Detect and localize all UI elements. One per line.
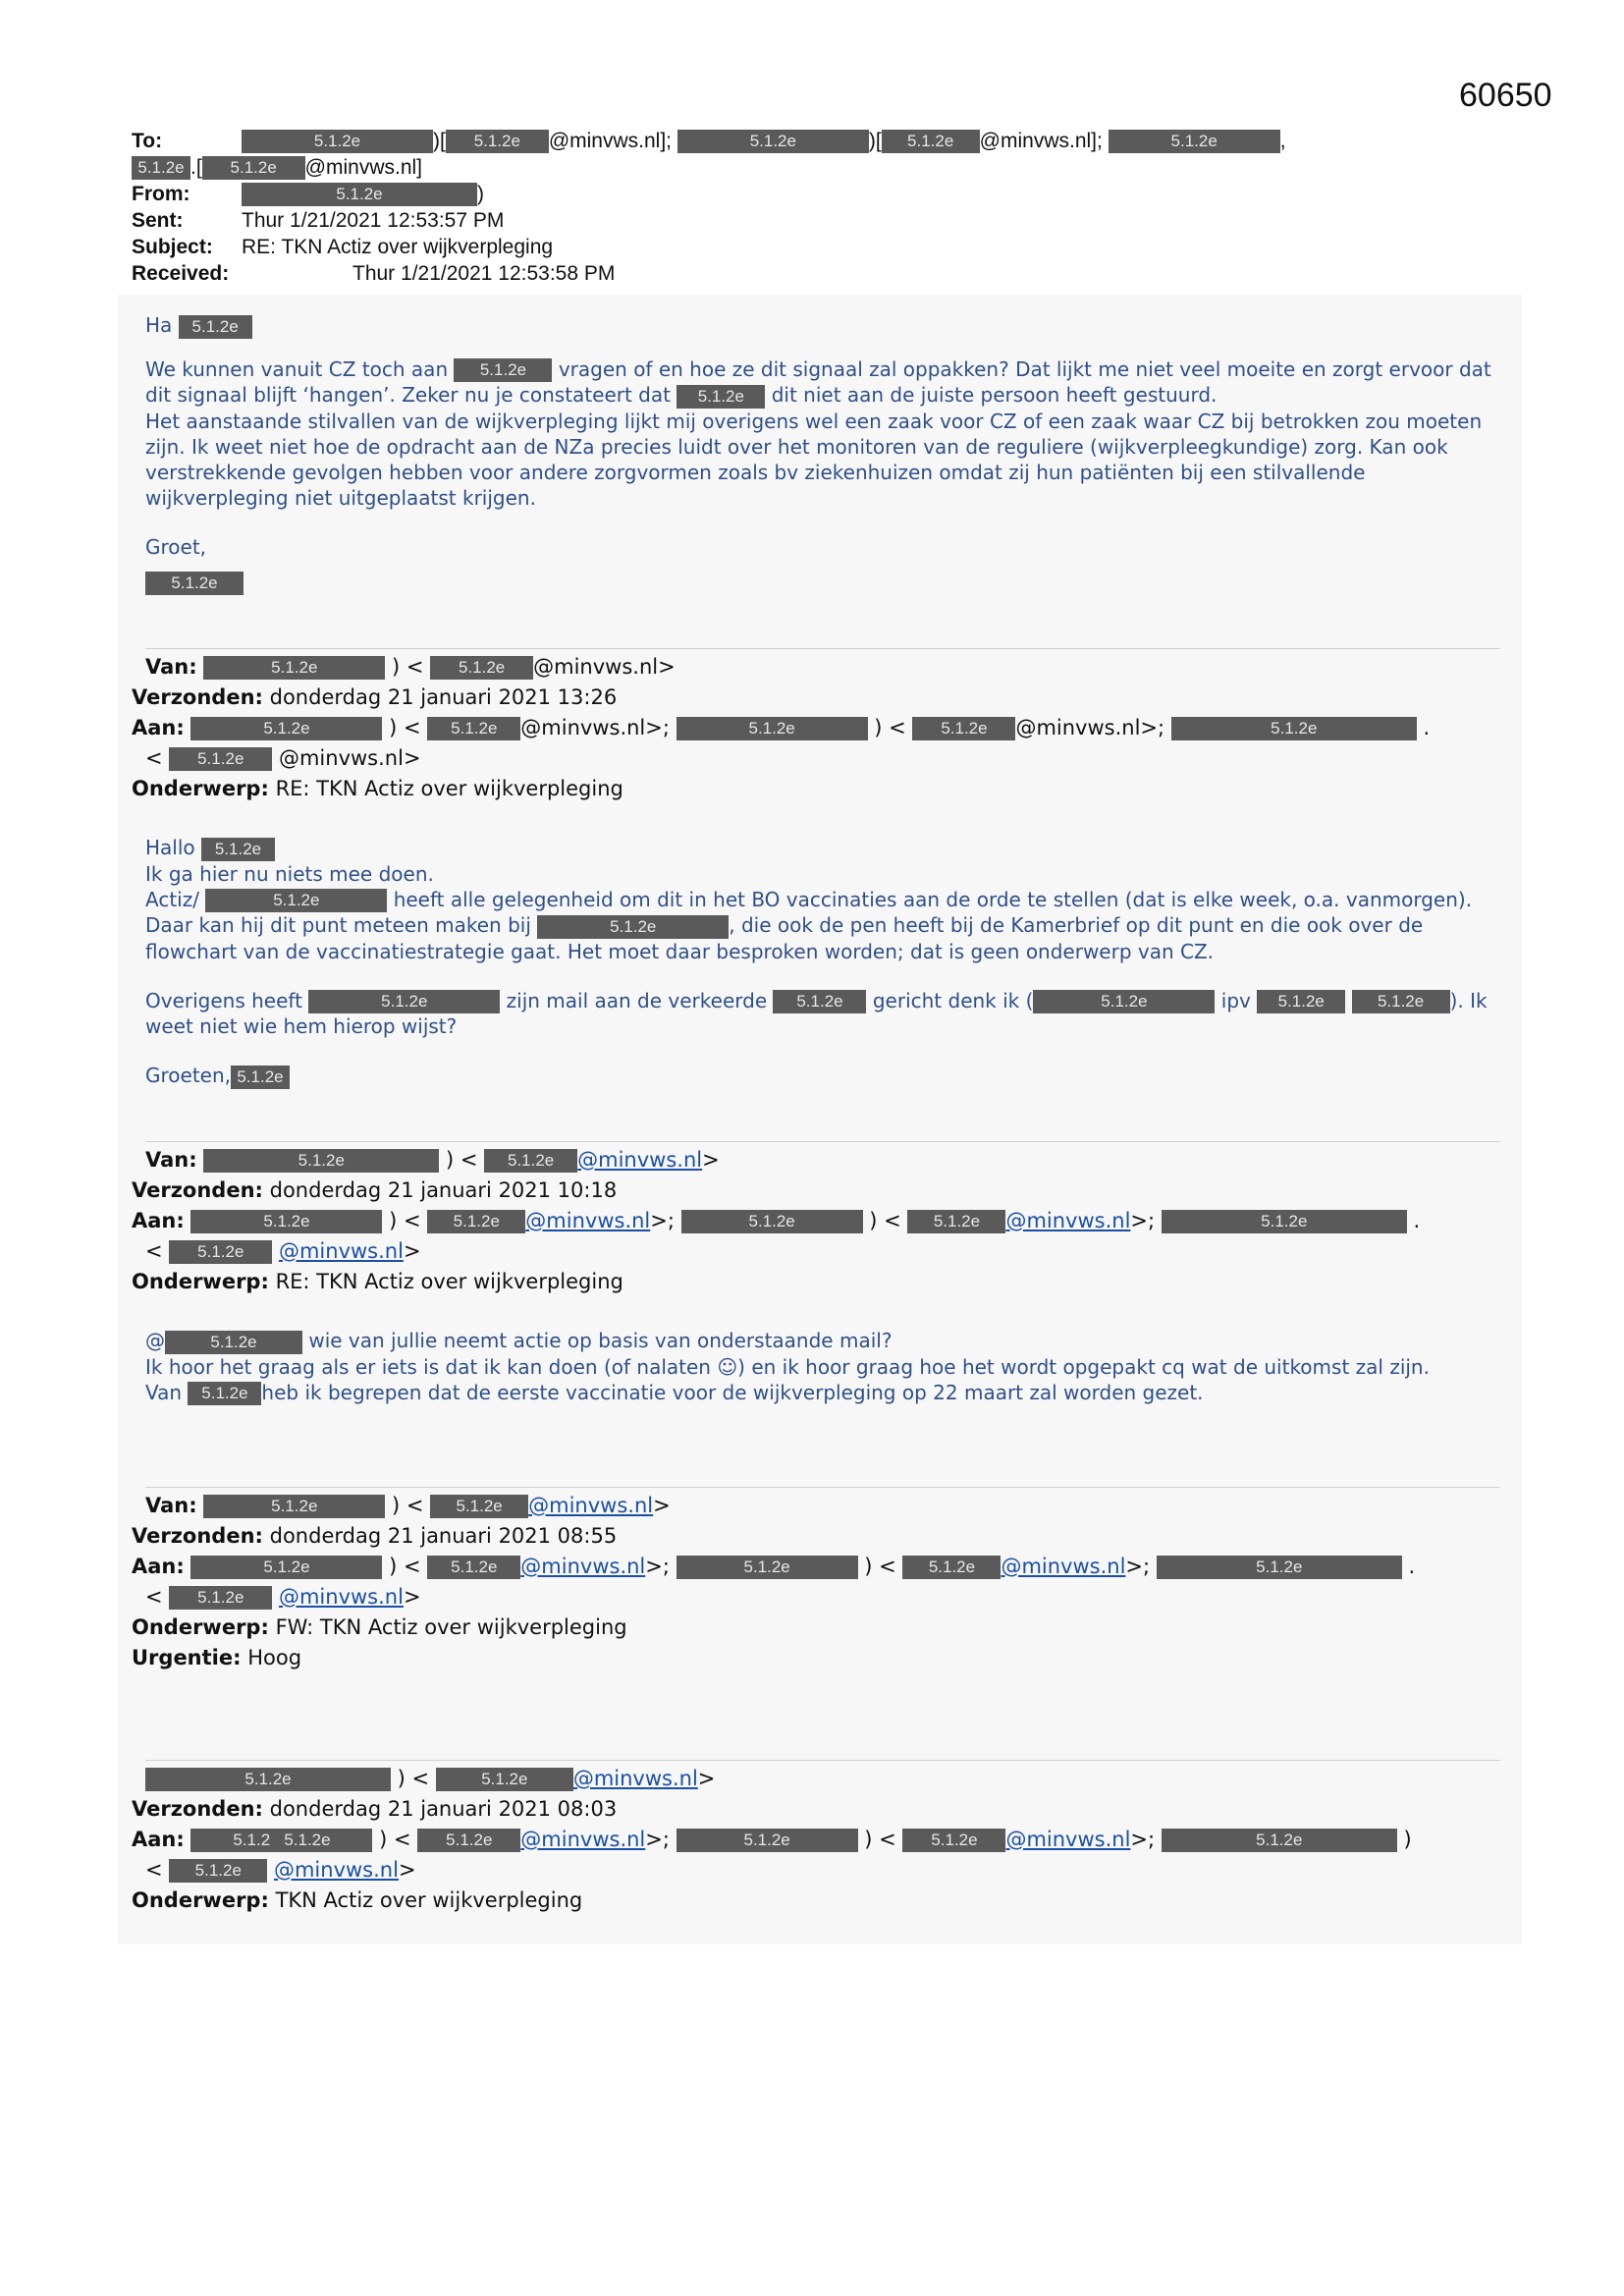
redaction-box: 5.1.2e xyxy=(902,1556,1001,1579)
redaction-box: 5.1.2e xyxy=(1352,990,1450,1013)
redaction-box: 5.1.2e xyxy=(677,1829,858,1852)
email-link[interactable]: @minvws.nl xyxy=(1005,1209,1131,1232)
redaction-box: 5.1.2e xyxy=(1162,1210,1407,1233)
redaction-box: 5.1.2e xyxy=(417,1829,520,1852)
redaction-box: 5.1.2e xyxy=(882,130,980,153)
separator xyxy=(145,648,1500,649)
to-line: To: 5.1.2e )[ 5.1.2e @minvws.nl]; 5.1.2e )[ 5.1.2e @minvws.nl]; 5.1.2e , xyxy=(132,130,1286,152)
redaction-box: 5.1.2e xyxy=(169,1586,272,1610)
redaction-box: 5.1.2e xyxy=(242,183,477,206)
greeting: Ha 5.1.2e xyxy=(145,312,1500,339)
separator xyxy=(145,1141,1500,1142)
redaction-box: 5.1.2e xyxy=(169,1240,272,1264)
redaction-box: 5.1.2e xyxy=(681,1210,863,1233)
redaction-box: 5.1.2e xyxy=(537,915,729,939)
email-link[interactable]: @minvws.nl xyxy=(572,1767,698,1790)
redaction-box: 5.1.2e xyxy=(145,572,244,595)
email-link[interactable]: @minvws.nl xyxy=(577,1148,703,1172)
email-link[interactable]: @minvws.nl xyxy=(278,1585,404,1609)
subject-label: Subject: xyxy=(132,236,213,258)
sent-value: Thur 1/21/2021 12:53:57 PM xyxy=(242,209,505,232)
redaction-box: 5.1.2e xyxy=(902,1829,1005,1852)
redaction-box: 5.1.2e xyxy=(1162,1829,1397,1852)
subject-line xyxy=(132,234,1487,260)
redaction-box: 5.1.2e xyxy=(1157,1556,1402,1579)
subject-value: RE: TKN Actiz over wijkverpleging xyxy=(242,236,554,258)
from-label: From: xyxy=(132,183,190,205)
redaction-box: 5.1.2e xyxy=(436,1768,573,1791)
redaction-box: 5.1.2e xyxy=(912,717,1015,740)
from-line: From: 5.1.2e ) xyxy=(132,183,484,205)
redaction-box: 5.1.2e xyxy=(427,1210,525,1233)
sent-line xyxy=(132,207,1487,234)
redaction-box: 5.1.2e xyxy=(1033,990,1215,1013)
redaction-box: 5.1.2e xyxy=(677,717,868,740)
mail-header: Van: 5.1.2e ) < 5.1.2e @minvws.nl> Verzonden: donderdag 21 januari 2021 13:26 Aan: 5.1.2e ) < 5.1.2e @minvws.nl>; 5.1.2e ) < 5.1.2e @minvws.nl>; 5.1.2e . < 5.1.2e @minvws.nl> Onderwerp: RE: TKN Actiz over wijkverpleging xyxy=(132,655,1431,800)
email-link[interactable]: @minvws.nl xyxy=(273,1858,399,1882)
separator xyxy=(145,1760,1500,1761)
email-link[interactable]: @minvws.nl xyxy=(278,1239,404,1263)
mail-header: 5.1.2e ) < 5.1.2e @minvws.nl> Verzonden: donderdag 21 januari 2021 08:03 Aan: 5.1.2 5.1.2e ) < 5.1.2e @minvws.nl>; 5.1.2e ) < 5.1.2e @minvws.nl>; 5.1.2e ) < 5.1.2e @minvws.nl> Onderwerp: TKN Actiz over wijkverpleging xyxy=(132,1767,1412,1912)
email-domain: @minvws.nl]; xyxy=(548,130,672,152)
redaction-box: 5.1.2e xyxy=(132,156,190,180)
email-link[interactable]: @minvws.nl xyxy=(520,1828,646,1851)
redaction-box: 5.1.2e xyxy=(1109,130,1280,153)
redaction-box: 5.1.2e xyxy=(454,358,552,382)
redaction-box: 5.1.2e xyxy=(169,1859,267,1883)
email-header xyxy=(132,128,1487,287)
mail-body: Hallo 5.1.2e Ik ga hier nu niets mee doen. Actiz/ 5.1.2e heeft alle gelegenheid om dit in het BO vaccinaties aan de orde te stellen (dat is elke week, o.a. vanmorgen). Daar kan hij dit punt meteen maken bij 5.1.2e , die ook de pen heeft bij de Kamerbrief op dit punt en die ook over de flowchart van de vaccinatiestrategie gaat. Het moet daar besproken worden; dat is geen onderwerp van CZ. Overigens heeft 5.1.2e zijn mail aan de verkeerde 5.1.2e gericht denk ik ( 5.1.2e ipv 5.1.2e 5.1.2e ). Ik weet niet wie hem hierop wijst? Groeten, 5.1.2e xyxy=(145,836,1488,1087)
email-domain: @minvws.nl] xyxy=(304,156,423,179)
sent-label: Sent: xyxy=(132,209,184,232)
redaction-box: 5.1.2e xyxy=(190,717,382,740)
email-domain: @minvws.nl]; xyxy=(979,130,1103,152)
redaction-box: 5.1.2e xyxy=(190,1556,382,1579)
received-line xyxy=(132,260,1487,287)
redaction-box: 5.1.2e xyxy=(308,990,500,1013)
email-link[interactable]: @minvws.nl xyxy=(520,1555,646,1578)
redaction-box: 5.1.2e xyxy=(427,1556,520,1579)
redaction-box: 5.1.2 5.1.2e xyxy=(190,1829,372,1852)
to-line-continued: 5.1.2e .[ 5.1.2e @minvws.nl] xyxy=(132,154,1487,181)
redaction-box: 5.1.2e xyxy=(677,1556,858,1579)
paragraph: Het aanstaande stilvallen van de wijkverpleging lijkt mij overigens wel een zaak voor CZ of een zaak waar CZ bij betrokken zou moeten zijn. Ik weet niet hoe de opdracht aan de NZa precies luidt over het monitoren van de reguliere (wijkverpleegkundige) zorg. Kan ook verstrekkende gevolgen hebben voor andere zorgvormen zoals bv ziekenhuizen omdat zij hun patiënten bij een stilvallende wijkverpleging niet uitgeplaatst krijgen. xyxy=(145,409,1483,510)
redaction-box: 5.1.2e xyxy=(203,1149,439,1173)
reply-body xyxy=(145,312,1500,595)
to-label: To: xyxy=(132,130,163,152)
redaction-box: 5.1.2e xyxy=(205,889,387,912)
redaction-box: 5.1.2e xyxy=(190,1210,382,1233)
redaction-box: 5.1.2e xyxy=(484,1149,577,1173)
redaction-box: 5.1.2e xyxy=(677,130,869,153)
redaction-box: 5.1.2e xyxy=(169,747,272,771)
redaction-box: 5.1.2e xyxy=(242,130,433,153)
redaction-box: 5.1.2e xyxy=(231,1066,290,1089)
mail-header: Van: 5.1.2e ) < 5.1.2e @minvws.nl> Verzonden: donderdag 21 januari 2021 10:18 Aan: 5.1.2e ) < 5.1.2e @minvws.nl>; 5.1.2e ) < 5.1.2e @minvws.nl>; 5.1.2e . < 5.1.2e @minvws.nl> Onderwerp: RE: TKN Actiz over wijkverpleging xyxy=(132,1148,1421,1293)
redaction-box: 5.1.2e xyxy=(188,1382,261,1405)
received-label: Received: xyxy=(132,262,230,285)
redaction-box: 5.1.2e xyxy=(145,1768,391,1791)
redaction-box: 5.1.2e xyxy=(179,315,252,339)
redaction-box: 5.1.2e xyxy=(430,1495,528,1518)
redaction-box: 5.1.2e xyxy=(907,1210,1005,1233)
received-value: Thur 1/21/2021 12:53:58 PM xyxy=(352,262,616,285)
mail-body: @ 5.1.2e wie van jullie neemt actie op basis van onderstaande mail? Ik hoor het graag als er iets is dat ik kan doen (of nalaten ☺) en ik hoor graag hoe het wordt opgepakt cq wat de uitkomst zal zijn. Van 5.1.2e heb ik begrepen dat de eerste vaccinatie voor de wijkverpleging op 22 maart zal worden gezet. xyxy=(145,1329,1430,1404)
redaction-box: 5.1.2e xyxy=(203,656,385,680)
redaction-box: 5.1.2e xyxy=(1257,990,1345,1013)
closing: Groet, xyxy=(145,534,207,559)
redaction-box: 5.1.2e xyxy=(427,717,520,740)
email-link[interactable]: @minvws.nl xyxy=(1005,1828,1131,1851)
email-link[interactable]: @minvws.nl xyxy=(1001,1555,1126,1578)
mail-header: Van: 5.1.2e ) < 5.1.2e @minvws.nl> Verzonden: donderdag 21 januari 2021 08:55 Aan: 5.1.2e ) < 5.1.2e @minvws.nl>; 5.1.2e ) < 5.1.2e @minvws.nl>; 5.1.2e . < 5.1.2e @minvws.nl> Onderwerp: FW: TKN Actiz over wijkverpleging Urgentie: Hoog xyxy=(132,1494,1416,1669)
signature xyxy=(145,570,1500,596)
redaction-box: 5.1.2e xyxy=(165,1331,302,1354)
page-number: 60650 xyxy=(1459,77,1552,114)
redaction-box: 5.1.2e xyxy=(446,130,549,153)
email-link[interactable]: @minvws.nl xyxy=(528,1494,654,1517)
redaction-box: 5.1.2e xyxy=(1171,717,1417,740)
redaction-box: 5.1.2e xyxy=(430,656,533,680)
redaction-box: 5.1.2e xyxy=(203,1495,385,1518)
email-link[interactable]: @minvws.nl xyxy=(525,1209,651,1232)
redaction-box: 5.1.2e xyxy=(202,156,305,180)
separator xyxy=(145,1487,1500,1488)
paragraph: We kunnen vanuit CZ toch aan 5.1.2e vragen of en hoe ze dit signaal zal oppakken? Dat lijkt me niet veel moeite en zorgt ervoor dat dit signaal blijft ‘hangen’. Zeker nu je constateert dat 5.1.2e dit niet aan de juiste persoon heeft gestuurd. xyxy=(145,356,1491,407)
redaction-box: 5.1.2e xyxy=(773,990,866,1013)
redaction-box: 5.1.2e xyxy=(677,385,765,409)
redaction-box: 5.1.2e xyxy=(201,838,275,861)
